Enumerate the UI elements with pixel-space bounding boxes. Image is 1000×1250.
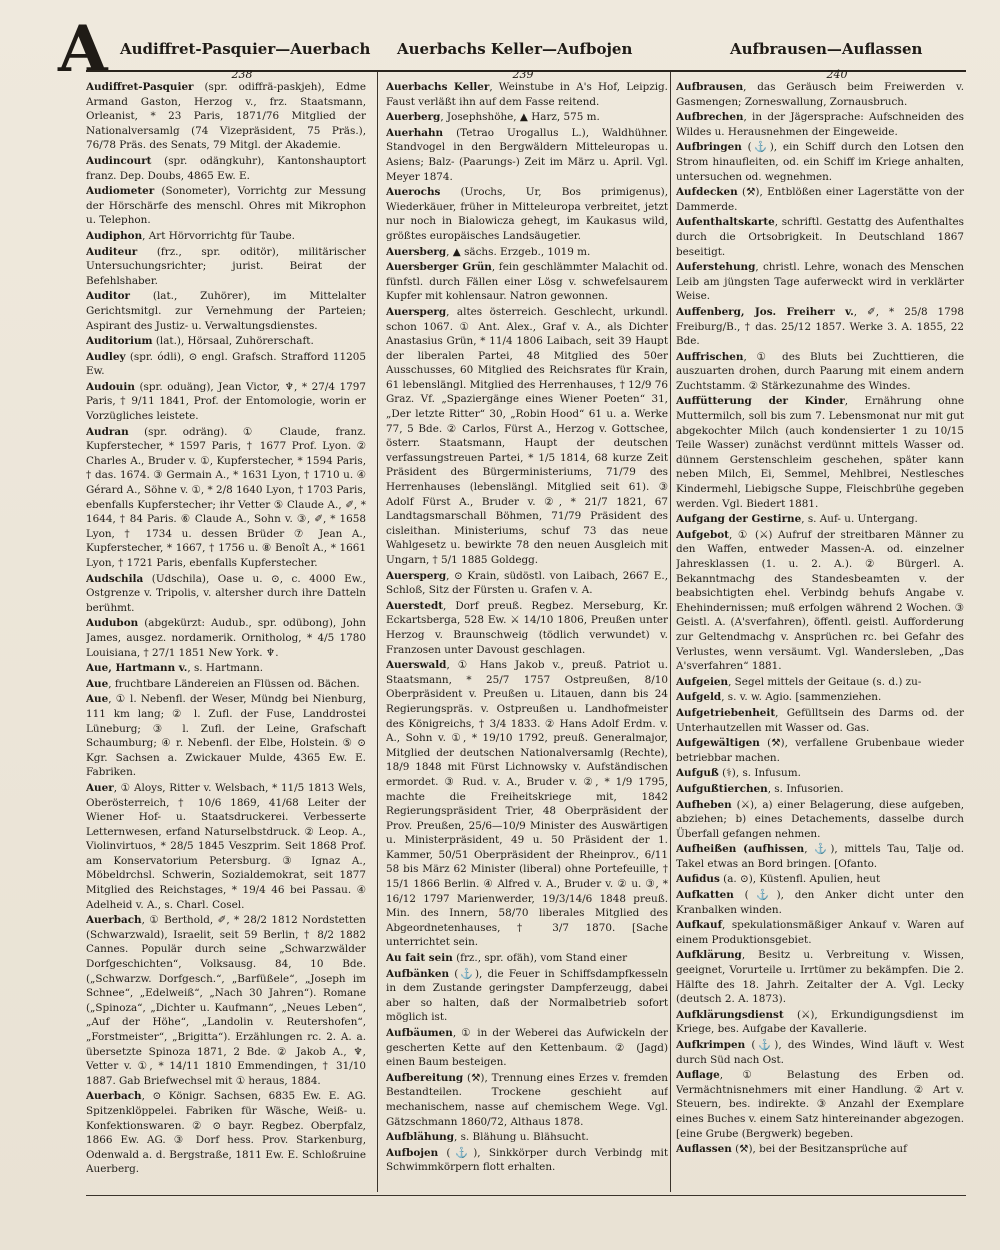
dictionary-entry [676,140,964,184]
entry-headword: Auersperg [386,569,447,582]
entry-text: , ⊙ Königr. Sachsen, 6835 Ew. E. AG. Spitzenklöppelei. Fabriken für Wäsche, Weiß- u. Konfektionswaren. ② ⊙ bayr. Regbez. Oberpfalz, 1866 Ew. AG. ③ Dorf hess. Prov. Starkenburg, Odenwald a. d. Bergstraße, 1811 Ew. E. Schloßruine Auerberg. [86,1090,366,1176]
dictionary-entry [676,512,964,527]
entry-text: (spr. ódli), ⊙ engl. Grafsch. Strafford 11205 Ew. [86,350,366,378]
entry-headword: Aufgußtierchen [676,782,768,795]
dictionary-entry [86,334,366,349]
entry-headword: Auersberger Grün [386,261,492,274]
entry-headword: Aufklärungsdienst [676,1008,784,1021]
dictionary-entry [676,948,964,1006]
entry-headword: Auflassen [676,1143,732,1156]
entry-headword: Auersberg [386,245,447,258]
entry-text: , ▲ sächs. Erzgeb., 1019 m. [446,245,591,258]
entry-headword: Auersperg [386,305,447,318]
entry-text: (⚒), bei der Besitzansprüche auf [731,1143,907,1156]
entry-text: (⚕), s. Infusum. [718,767,801,780]
entry-text: , Art Hörvorrichtg für Taube. [142,229,295,242]
entry-text: , ⊙ Krain, südöstl. von Laibach, 2667 E., Schloß, Sitz der Fürsten u. Grafen v. A. [386,569,668,597]
entry-headword: Aufbrausen [676,81,744,93]
dictionary-entry [676,798,964,842]
entry-text: , ① in der Weberei das Aufwickeln der gescherten Kette auf den Kettenbaum. ② (Jagd) einen Baum besteigen. [386,1027,668,1069]
running-header-right: Aufbrausen—Auflassen [730,40,923,58]
entry-text: (spr. odiffrä-paskjeh), Edme Armand Gaston, Herzog v., frz. Staatsmann, Orleanist, * 23 Paris, 1871/76 Mitglied der Nationalversamlg (74 Vizepräsident, 75 Präs.), 76/78 Präs. des Senats, 79 Mitgl. der Akademie. [86,81,366,152]
entry-headword: Audiphon [86,229,143,242]
entry-text: (⚔), a) einer Belagerung, diese aufgeben, abziehen; b) eines Detachements, dasselbe durch Überfall gefangen nehmen. [676,798,964,840]
entry-headword: Aufgang der Gestirne [676,513,802,526]
entry-text: (⚒), Entblößen einer Lagerstätte von der Dammerde. [676,186,964,213]
dictionary-entry [86,229,366,244]
running-header-left: Audiffret-Pasquier—Auerbach [120,40,371,58]
entry-headword: Audley [86,350,126,363]
entry-text: , s. Hartmann. [187,662,264,675]
entry-text: , christl. Lehre, wonach des Menschen Leib am jüngsten Tage auferweckt wird in verklärter Weise. [676,261,964,303]
entry-headword: Audouin [86,380,135,393]
running-headers [120,40,966,66]
entry-headword: Aufheißen (aufhissen [676,843,805,856]
entry-text: , in der Jägersprache: Aufschneiden des Wildes u. Herausnehmen der Eingeweide. [676,111,964,138]
entry-headword: Aufguß [676,767,719,780]
entry-text: , ✐, * 25/8 1798 Freiburg/B., † das. 25/12 1857. Werke 3. A. 1855, 22 Bde. [676,305,964,348]
entry-text: , fruchtbare Ländereien an Flüssen od. Bächen. [108,677,360,690]
dictionary-entry [86,913,366,1088]
entry-headword: Audiffret-Pasquier [86,81,194,93]
entry-text: , Segel mittels der Geitaue (s. d.) zu- [728,675,922,688]
dictionary-entry [676,918,964,947]
dictionary-entry [86,245,366,289]
entry-text: , Gefülltsein des Darms od. der Unterhautzellen mit Wasser od. Gas. [676,706,964,734]
entry-headword: Auerbach [86,914,142,927]
entry-headword: Auerhahn [386,126,444,139]
dictionary-entry [86,289,366,333]
entry-text: (⚓), die Feuer in Schiffsdampfkesseln in dem Zustande geringster Dampferzeugg, dabei aber so halten, daß der Normalbetrieb sofort möglich ist. [386,967,668,1024]
column-3 [676,80,964,1190]
dictionary-entry [386,185,668,243]
entry-text: , s. Auf- u. Untergang. [801,513,918,526]
dictionary-entry [86,1089,366,1177]
entry-text: , ① Hans Jakob v., preuß. Patriot u. Staatsmann, * 25/7 1757 Ostpreußen, 8/10 Oberpräsident v. Preußen u. Litauen, dann bis 24 Regierungspräs. v. Ostpreußen u. Landhofmeister des Königreichs, † 3/4 1833. ② Hans Adolf Erdm. v. A., Sohn v. ①, * 19/10 1792, preuß. Generalmajor, Mitglied der deutschen Nationalversamlg (Rechte), 18/9 1848 mit Fürst Lichnowsky v. Aufständischen ermordet. ③ Rud. v. A., Bruder v. ②, * 1/9 1795, machte die Freiheitskriege mit, 1842 Regierungspräsident Trier, 48 Oberpräsident der Prov. Preußen, 25/6—10/9 Minister des Auswärtigen u. Ministerpräsident, 49 u. 50 Präsident der 1. Kammer, 50/51 Oberpräsident der Rheinprov., 6/11 58 bis März 62 Minister (liberal) ohne Portefeuille, † 15/1 1866 Berlin. ④ Alfred v. A., Bruder v. ② u. ③, * 16/12 1797 Marienwerder, 19/3/14/6 1848 preuß. Min. des Innern, 58/70 liberales Mitglied des Abgeordnetenhauses, † 3/7 1870. [Sache unterrichtet sein. [386,659,668,949]
dictionary-entry [676,1068,964,1141]
entry-headword: Aufbereitung [386,1071,464,1084]
dictionary-entry [676,766,964,781]
entry-text: (⚓), Sinkkörper durch Verbindg mit Schwimmkörpern flott erhalten. [386,1146,668,1174]
column-divider [377,72,378,1192]
entry-headword: Audubon [86,617,139,630]
entry-text: (⚔), Erkundigungsdienst im Kriege, bes. Aufgabe der Kavallerie. [676,1008,964,1036]
section-letter: A [58,12,108,87]
dictionary-entry [676,842,964,871]
entry-headword: Auditeur [86,245,138,258]
entry-headword: Audschila [86,572,144,585]
dictionary-entry [386,260,668,304]
dictionary-entry [86,380,366,424]
entry-text: , s. Infusorien. [767,782,844,795]
entry-text: , schriftl. Gestattg des Aufenthaltes durch die Ortsobrigkeit. In Deutschland 1867 beseitigt. [676,216,964,258]
entry-text: (spr. oduäng), Jean Victor, ♆, * 27/4 1797 Paris, † 9/11 1841, Prof. der Entomologie, worin er Vorzügliches leistete. [86,380,366,423]
entry-headword: Aufheben [676,798,732,811]
dictionary-entry [386,569,668,598]
entry-text: , ① l. Nebenfl. der Weser, Mündg bei Nienburg, 111 km lang; ② l. Zufl. der Fuse, Landdrostei Lüneburg; ③ l. Zufl. der Leine, Grafschaft Schaumburg; ④ r. Nebenfl. der Elbe, Holstein. ⑤ ⊙ Kgr. Sachsen a. Zwickauer Mulde, 4365 Ew. E. Fabriken. [86,693,366,779]
dictionary-entry [386,110,668,125]
entry-text: (⚒), verfallene Grubenbaue wieder betriebbar machen. [676,737,964,764]
dictionary-entry [86,661,366,676]
entry-headword: Aufenthaltskarte [676,216,775,229]
dictionary-entry [86,154,366,183]
dictionary-entry [86,781,366,912]
entry-headword: Aufbojen [386,1146,439,1159]
entry-headword: Au fait sein [386,952,453,965]
dictionary-entry [676,185,964,214]
dictionary-entry [386,1130,668,1145]
entry-headword: Auditorium [86,335,153,348]
dictionary-entry [676,110,964,139]
dictionary-entry [676,690,964,705]
entry-headword: Aufbringen [676,141,742,154]
entry-text: , s. v. w. Agio. [sammenziehen. [721,691,882,704]
entry-headword: Auferstehung [676,261,756,274]
dictionary-entry [676,675,964,690]
entry-headword: Aufbrechen [676,111,744,124]
entry-headword: Aufidus [676,873,720,886]
dictionary-entry [86,350,366,379]
dictionary-entry [86,80,366,153]
entry-text: , Ernährung ohne Muttermilch, soll bis zum 7. Lebensmonat nur mit gut abgekochter Milch (auch kondensierter 1 zu 10/15 Teile Wasser) zunächst verdünnt mittels Wasser od. dünnem Gerstenschleim geschehen, später kann neben Milch, Ei, Semmel, Mehlbrei, Nestlesches Kindermehl, Liebigsche Suppe, Fleischbrühe gegeben werden. Vgl. Biedert 1881. [676,395,964,510]
entry-text: , ① Belastung des Erben od. Vermächtnisnehmers mit einer Handlung. ② Art v. Steuern, bes. indirekte. ③ Anzahl der Exemplare eines Buches v. einem Satz hintereinander abgezogen. [eine Grube (Bergwerk) begeben. [676,1069,964,1140]
entry-text: (spr. odängkuhr), Kantonshauptort franz. Dep. Doubs, 4865 Ew. E. [86,154,366,182]
dictionary-entry [676,706,964,735]
dictionary-entry [386,951,668,966]
entry-headword: Aufgeien [676,675,729,688]
entry-text: , altes österreich. Geschlecht, urkundl. schon 1067. ① Ant. Alex., Graf v. A., als Dichter Anastasius Grün, * 11/4 1806 Laibach, seit 39 Haupt der liberalen Partei, 48 Mitglied des 50er Ausschusses, 60 Mitglied des Reichsrates für Krain, 61 lebenslängl. Mitglied des Herrenhauses, † 12/9 76 Graz. Vf. „Spaziergänge eines Wiener Poeten“ 31, „Der letzte Ritter“ 30, „Robin Hood“ 61 u. a. Werke 77, 5 Bde. ② Carlos, Fürst A., Herzog v. Gottschee, österr. Staatsmann, Haupt der deutschen verfassungstreuen Partei, * 1/5 1814, 68 kurze Zeit Präsident des Bürgerministeriums, 71/79 des Herrenhauses (lebenslängl. Mitglied seit 61). ③ Adolf Fürst A., Bruder v. ②, * 21/7 1821, 67 Landtagsmarschall Böhmen, 71/79 Präsident des cisleithan. Ministeriums, schuf 73 das neue Wahlgesetz u. bewirkte 78 den neuen Ausgleich mit Ungarn, † 5/1 1885 Goldegg. [386,305,668,566]
entry-headword: Auditor [86,290,131,303]
entry-text: (Sonometer), Vorrichtg zur Messung der Hörschärfe des menschl. Ohres mit Mikrophon u. Telephon. [86,185,366,227]
entry-headword: Aufblähung [386,1131,454,1144]
column-1 [86,80,366,1190]
entry-text: , Dorf preuß. Regbez. Merseburg, Kr. Eckartsberga, 528 Ew. ⚔ 14/10 1806, Preußen unter Herzog v. Braunschweig (tödlich verwundet) v. Franzosen unter Davoust geschlagen. [386,599,668,656]
entry-headword: Aufkauf [676,919,723,932]
dictionary-entry [676,1038,964,1067]
page-number-right: 240 [826,68,848,81]
dictionary-entry [386,80,668,109]
entry-headword: Aufkrimpen [676,1039,746,1051]
entry-headword: Audincourt [86,154,152,167]
running-header-middle: Auerbachs Keller—Aufbojen [397,40,633,58]
dictionary-entry [86,425,366,571]
column-2 [386,80,668,1190]
footer-rule [86,1195,966,1196]
dictionary-entry [386,599,668,657]
entry-headword: Auerochs [386,186,441,199]
entry-text: , Weinstube in A's Hof, Leipzig. Faust verläßt ihn auf dem Fasse reitend. [386,81,668,108]
entry-text: , ① des Bluts bei Zuchttieren, die auszuarten drohen, durch Paarung mit einem andern Zuchtstamm. ② Stärkezunahme des Windes. [676,350,964,392]
page-number-middle: 239 [512,68,534,81]
dictionary-entry [676,782,964,797]
entry-text: (Udschila), Oase u. ⊙, c. 4000 Ew., Ostgrenze v. Tripolis, v. altersher durch ihre Datteln berühmt. [86,572,366,614]
dictionary-entry [386,245,668,260]
dictionary-entry [676,888,964,917]
entry-headword: Aufkatten [676,889,734,902]
entry-text: , ① Berthold, ✐, * 28/2 1812 Nordstetten (Schwarzwald), Israelit, seit 59 Berlin, † 8/2 1882 Cannes. Populär durch seine „Schwarzwälder Dorfgeschichten“, Volksausg. 84, 10 Bde. („Schwarzw. Dorfgesch.“, „Barfüßele“, „Joseph im Schnee“, „Edelweiß“, „Nach 30 Jahren“). Romane („Spinoza“, „Dichter u. Kaufmann“, „Neues Leben“, „Auf der Höhe“, „Landolin v. Reutershofen“, „Forstmeister“, „Brigitta“). Erzählungen rc. 2. A. a. übersetzte Spinoza 1871, 2 Bde. ② Jakob A., ♆, Vetter v. ①, * 14/11 1810 Emmendingen, † 31/10 1887. Gab Briefwechsel mit ① heraus, 1884. [86,914,366,1087]
dictionary-entry [676,260,964,304]
dictionary-entry [386,658,668,950]
entry-text: (spr. odräng). ① Claude, franz. Kupferstecher, * 1597 Paris, † 1677 Prof. Lyon. ② Charles A., Bruder v. ①, Kupferstecher, * 1594 Paris, † das. 1674. ③ Germain A., * 1631 Lyon, † 1710 u. ④ Gérard A., Söhne v. ①, * 2/8 1640 Lyon, † 1703 Paris, ebenfalls Kupferstecher; ihr Vetter ⑤ Claude A., ✐, * 1644, † 84 Paris. ⑥ Claude A., Sohn v. ③, ✐, * 1658 Lyon, † 1734 u. dessen Brüder ⑦ Jean A., Kupferstecher, * 1667, † 1756 u. ⑧ Benoît A., * 1661 Lyon, † 1721 Paris, ebenfalls Kupferstecher. [86,425,366,569]
entry-headword: Audiometer [86,185,155,198]
entry-text: (frz., spr. oditör), militärischer Untersuchungsrichter; jurist. Beirat der Befehlshaber. [86,245,366,287]
dictionary-entry [386,967,668,1025]
dictionary-entry [86,677,366,692]
entry-text: (lat.), Hörsaal, Zuhörerschaft. [152,335,314,348]
entry-text: , das Geräusch beim Freiwerden v. Gasmengen; Zorneswallung, Zornausbruch. [676,81,964,108]
dictionary-entry [86,572,366,616]
dictionary-entry [386,1146,668,1175]
dictionary-entry [676,80,964,109]
entry-text: (⚒), Trennung eines Erzes v. fremden Bestandteilen. Trockene geschieht auf mechanischem, nasse auf chemischem Wege. Vgl. Gätzschmann 1860/72, Althaus 1878. [386,1071,668,1128]
entry-text: , ① Aloys, Ritter v. Welsbach, * 11/5 1813 Wels, Oberösterreich, † 10/6 1869, 41/68 Leiter der Wiener Hof- u. Staatsdruckerei. Verbesserte Letternwesen, erfand Naturselbstdruck. ② Leop. A., Violinvirtuos, * 28/5 1845 Veszprim. Seit 1868 Prof. am Konservatorium Petersburg. ③ Ignaz A., Möbeldrchsl. Schwerin, Sozialdemokrat, seit 1877 Mitglied des Reichstages, * 19/4 46 bei Passau. ④ Adelheid v. A., s. Charl. Cosel. [86,781,366,911]
dictionary-entry [676,528,964,674]
dictionary-entry [676,872,964,887]
entry-headword: Auerbach [86,1090,142,1103]
entry-headword: Auflage [676,1069,720,1082]
dictionary-entry [386,305,668,568]
entry-headword: Auerberg [386,111,441,124]
dictionary-entry [86,184,366,228]
entry-text: (lat., Zuhörer), im Mittelalter Gerichtsmitgl. zur Vernehmung der Parteien; Aspirant des Justiz- u. Verwaltungsdienstes. [86,290,366,332]
entry-text: (a. ⊙), Küstenfl. Apulien, heut [719,873,881,886]
dictionary-entry [676,394,964,511]
entry-headword: Aufgeld [676,691,722,704]
dictionary-entry [676,350,964,394]
entry-text: , ⚓), mittels Tau, Talje od. Takel etwas an Bord bringen. [Ofanto. [676,843,964,870]
entry-headword: Auerswald [386,659,447,672]
entry-text: (⚓), den Anker dicht unter den Kranbalken winden. [676,889,964,916]
entry-text: (Tetrao Urogallus L.), Waldhühner. Standvogel in den Bergwäldern Mitteleuropas u. Asiens; Balz- (Paarungs-) Zeit im März u. April. Vgl. Meyer 1874. [386,126,668,183]
entry-headword: Aufgebot [676,528,729,541]
dictionary-entry [86,616,366,660]
entry-text: , ① (⚔) Aufruf der streitbaren Männer zu den Waffen, entweder Massen-A. od. einzelner Jahresklassen (1. u. 2. A.). ② Bürgerl. A. Bekanntmachg des Standesbeamten v. der beabsichtigten ehel. Verbindg behufs Angabe v. Ehehindernissen; muß erfolgen während 2 Wochen. ③ Geistl. A. (A'sverfahren), öffentl. geistl. Aufforderung zur Geltendmachg v. Ansprüchen rc. bei Gefahr des Verlustes, wenn versäumt. Vgl. Wandersleben, „Das A'sverfahren“ 1881. [676,528,964,673]
entry-headword: Auer [86,781,114,794]
entry-text: , Josephshöhe, ▲ Harz, 575 m. [440,111,600,124]
entry-headword: Aufbäumen [386,1027,453,1039]
dictionary-entry [676,1008,964,1037]
entry-headword: Aufgewältigen [676,737,760,750]
entry-headword: Aue, Hartmann v. [86,662,188,675]
entry-text: , spekulationsmäßiger Ankauf v. Waren auf einem Produktionsgebiet. [676,919,964,946]
dictionary-entry [386,1071,668,1129]
entry-text: , fein geschlämmter Malachit od. fünfstl. durch Fällen einer Lösg v. schwefelsaurem Kupfer mit kohlensaur. Natron gewonnen. [386,261,668,303]
column-divider [670,72,671,1192]
entry-headword: Auffütterung der Kinder [676,395,845,408]
entry-text: , s. Blähung u. Blähsucht. [453,1131,589,1144]
dictionary-entry [676,736,964,765]
dictionary-entry [676,1142,964,1157]
dictionary-entry [86,692,366,780]
entry-headword: Aufgetriebenheit [676,706,776,719]
entry-headword: Audran [86,425,129,438]
entry-headword: Aufklärung [676,949,742,962]
entry-text: (Urochs, Ur, Bos primigenus), Wiederkäuer, früher in Mitteleuropa verbreitet, jetzt nur noch in Bialowicza gehegt, im Kaukasus wild, größtes europäisches Landsäugetier. [386,186,668,242]
entry-headword: Aufbänken [386,967,450,980]
entry-text: (⚓), des Windes, Wind läuft v. West durch Süd nach Ost. [676,1039,964,1066]
entry-headword: Auffrischen [676,350,744,363]
page-number-left: 238 [231,68,253,81]
dictionary-entry [386,126,668,184]
entry-headword: Aue [86,677,109,690]
dictionary-entry [676,215,964,259]
dictionary-entry [676,305,964,349]
dictionary-entry [386,1026,668,1070]
entry-headword: Auerstedt [386,599,444,612]
entry-text: , Besitz u. Verbreitung v. Wissen, geeignet, Vorurteile u. Irrtümer zu bekämpfen. Die 2. Hälfte des 18. Jahrh. Zeitalter der A. Vgl. Lecky (deutsch 2. A. 1873). [676,949,964,1006]
entry-text: (⚓), ein Schiff durch den Lotsen den Strom hinaufleiten, od. ein Schiff im Kriege anhalten, untersuchen od. wegnehmen. [676,141,964,183]
entry-text: (abgekürzt: Audub., spr. odübong), John James, ausgez. nordamerik. Ornitholog, * 4/5 1780 Louisiana, † 27/1 1851 New York. ♆. [86,617,366,659]
entry-headword: Aue [86,693,109,706]
entry-headword: Aufdecken [676,186,738,199]
entry-text: (frz., spr. ofäh), vom Stand einer [452,952,628,965]
entry-headword: Auffenberg, Jos. Freiherr v. [676,305,854,318]
entry-headword: Auerbachs Keller [386,81,490,93]
